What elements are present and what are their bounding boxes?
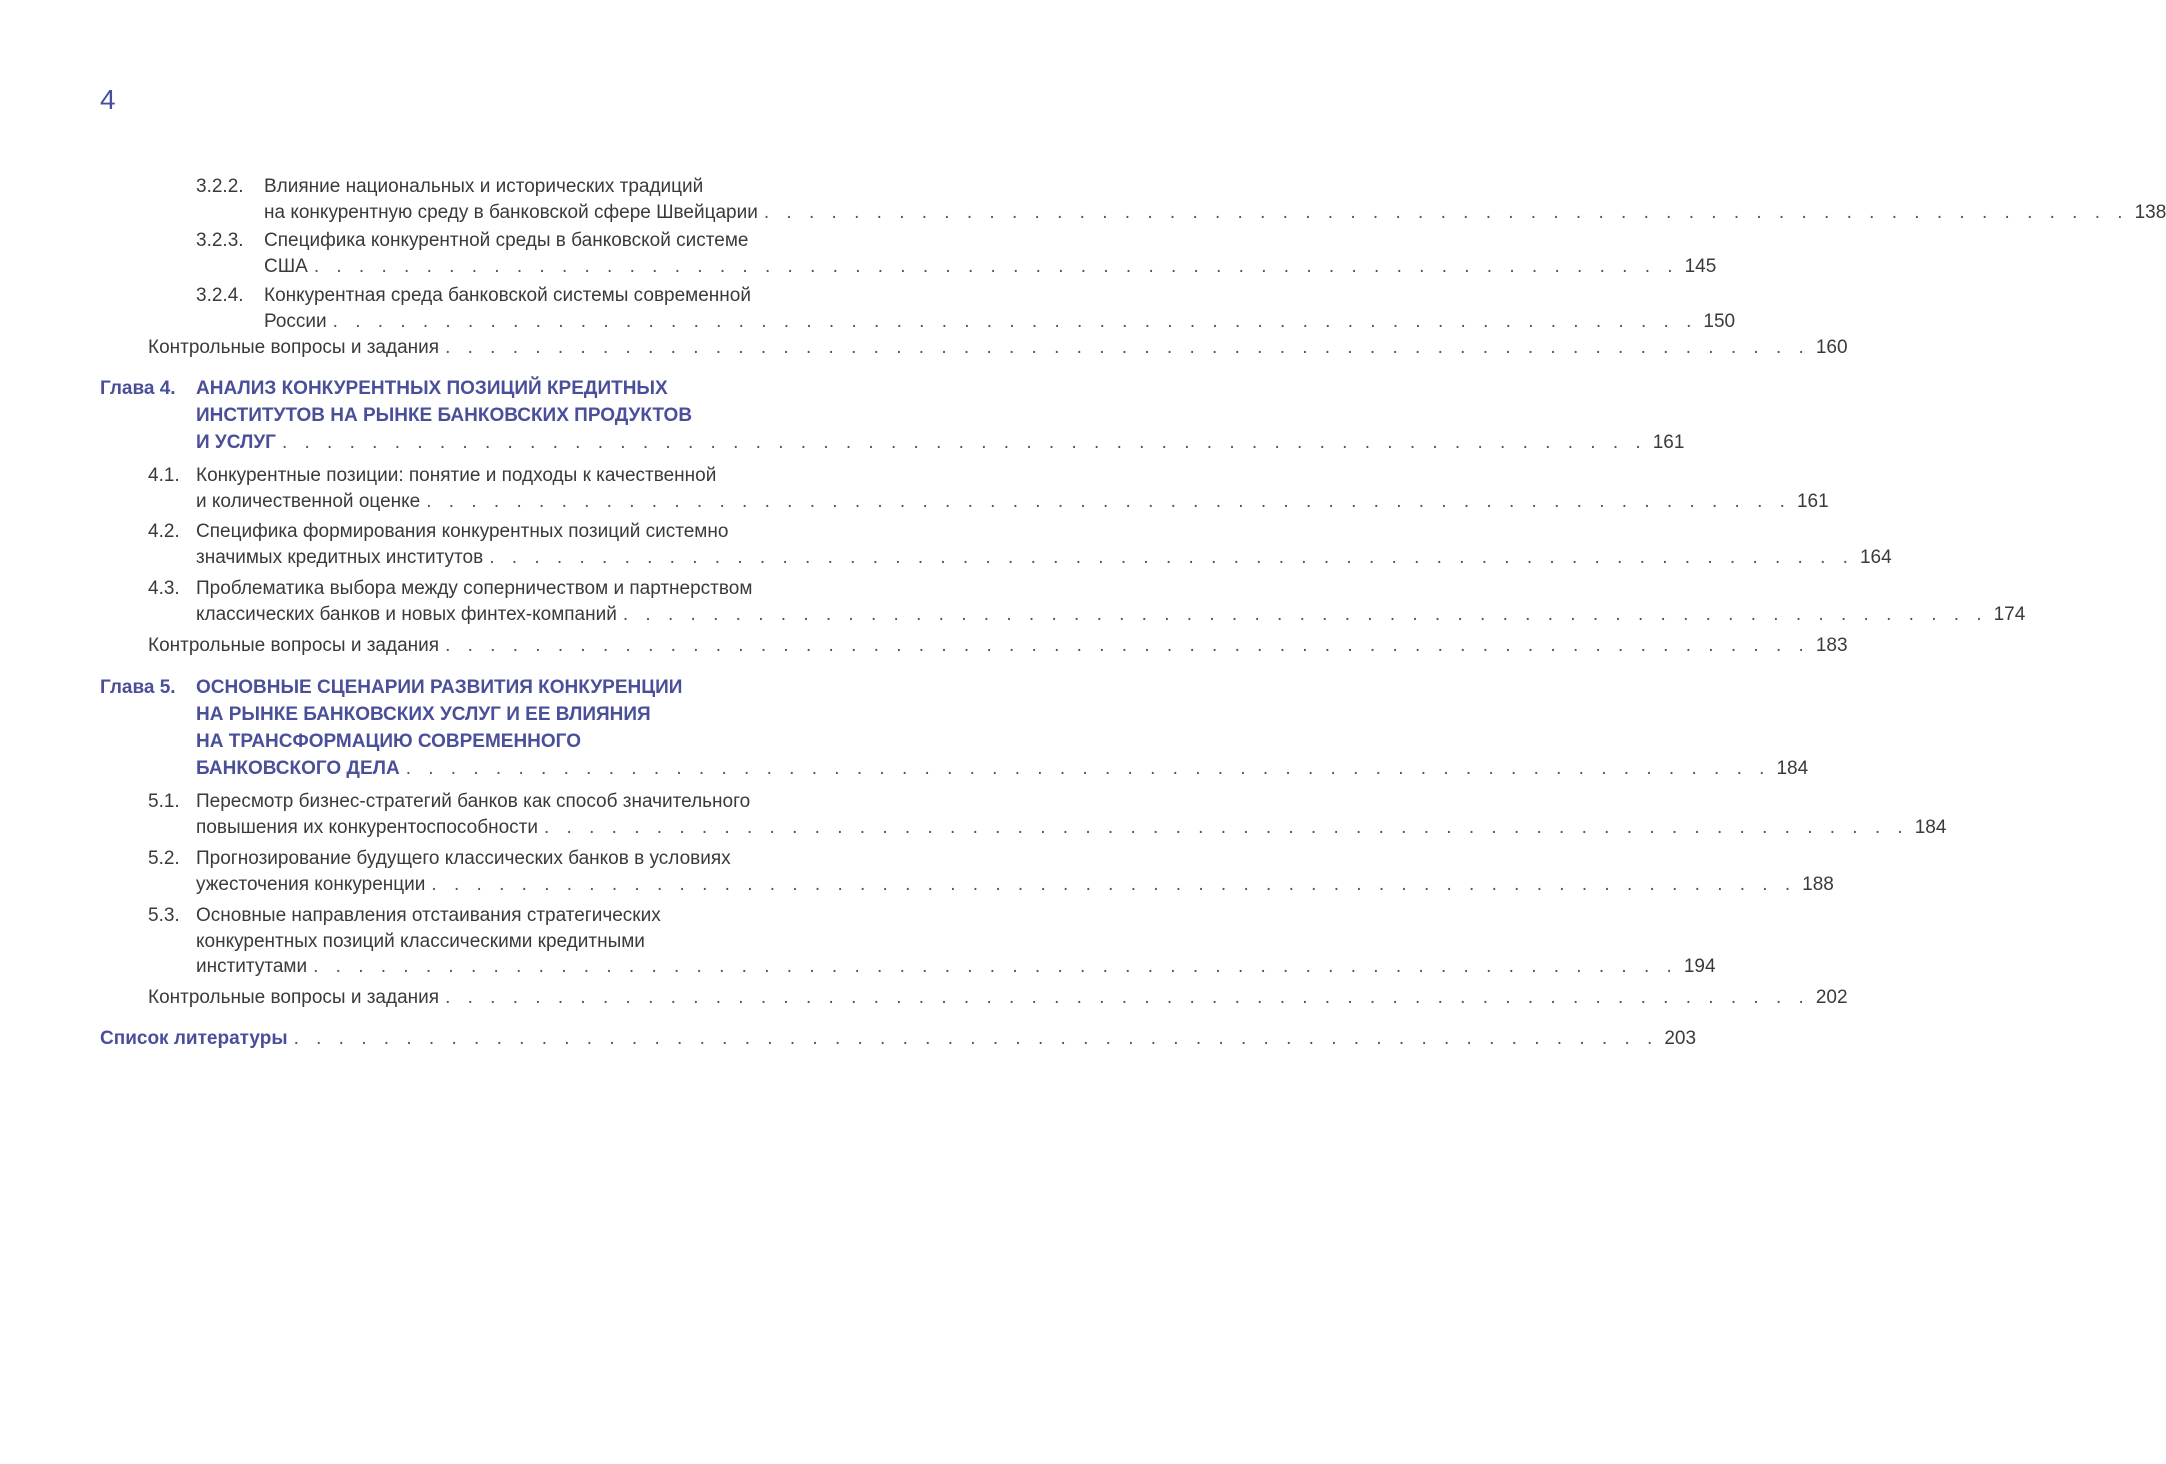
entry-title-line-2: классических банков и новых финтех-компаний [196,604,617,625]
entry-number: 4.2. [148,521,180,542]
chapter-title-line-4: БАНКОВСКОГО ДЕЛА [196,758,400,779]
entry-page-number: 138 [2134,202,2166,223]
entry-title-line-2: и количественной оценке [196,491,421,512]
entry-page-number: 202 [1815,987,1848,1008]
leader-dots: . . . . . . . . . . . . . . . . . . . . . . . . . . . . . . . . . . . . . . . . . . . . . . . . . . . . . . . . . . . . . [313,256,1679,277]
entry-title-line-1: Влияние национальных и исторических традиций [264,176,704,197]
chapter-number: Глава 4. [100,378,176,399]
entry-title-line-1: Пересмотр бизнес-стратегий банков как способ значительного [196,791,751,812]
entry-title: Список литературы [100,1028,288,1049]
entry-title-line-1: Специфика конкурентной среды в банковской системе [264,230,749,251]
entry-title-line-1: Конкурентная среда банковской системы современной [264,285,751,306]
leader-dots: . . . . . . . . . . . . . . . . . . . . . . . . . . . . . . . . . . . . . . . . . . . . . . . . . . . . . . . . . . . . . [622,604,1988,625]
entry-title-line-2: США [264,256,308,277]
entry-title-line-1: Прогнозирование будущего классических банков в условиях [196,848,731,869]
entry-title-line-2: конкурентных позиций классическими кредитными [196,931,645,952]
chapter-title-line-3: НА ТРАНСФОРМАЦИЮ СОВРЕМЕННОГО [196,731,581,752]
entry-page-number: 174 [1993,604,2026,625]
entry-page-number: 194 [1683,956,1716,977]
leader-dots: . . . . . . . . . . . . . . . . . . . . . . . . . . . . . . . . . . . . . . . . . . . . . . . . . . . . . . . . . . . . . [445,337,1810,358]
entry-title-line-1: Конкурентные позиции: понятие и подходы к качественной [196,465,717,486]
entry-page-number: 164 [1859,547,1892,568]
leader-dots: . . . . . . . . . . . . . . . . . . . . . . . . . . . . . . . . . . . . . . . . . . . . . . . . . . . . . . . . . . . . . [293,1028,1659,1049]
leader-dots: . . . . . . . . . . . . . . . . . . . . . . . . . . . . . . . . . . . . . . . . . . . . . . . . . . . . . . . . . . . . . [426,491,1791,512]
entry-number: 3.2.2. [196,176,244,197]
entry-page-number: 188 [1802,874,1834,895]
entry-title-line-2: ужесточения конкуренции [196,874,426,895]
entry-page-number: 203 [1664,1028,1697,1049]
entry-number: 5.1. [148,791,180,812]
entry-number: 3.2.3. [196,230,244,251]
entry-page-number: 150 [1703,311,1736,332]
leader-dots: . . . . . . . . . . . . . . . . . . . . . . . . . . . . . . . . . . . . . . . . . . . . . . . . . . . . . . . . . . . . . [763,202,2129,223]
chapter-title-line-2: ИНСТИТУТОВ НА РЫНКЕ БАНКОВСКИХ ПРОДУКТОВ [196,405,693,426]
entry-title-line-2: на конкурентную среду в банковской сфере Швейцарии [264,202,758,223]
entry-number: 5.2. [148,848,180,869]
entry-title-line-3: институтами [196,956,308,977]
leader-dots: . . . . . . . . . . . . . . . . . . . . . . . . . . . . . . . . . . . . . . . . . . . . . . . . . . . . . . . . . . . . . [543,817,1909,838]
entry-page-number: 161 [1652,432,1685,453]
leader-dots: . . . . . . . . . . . . . . . . . . . . . . . . . . . . . . . . . . . . . . . . . . . . . . . . . . . . . . . . . . . . . [313,956,1678,977]
entry-number: 4.3. [148,578,180,599]
leader-dots: . . . . . . . . . . . . . . . . . . . . . . . . . . . . . . . . . . . . . . . . . . . . . . . . . . . . . . . . . . . . . [445,987,1810,1008]
entry-number: 4.1. [148,465,180,486]
entry-title-line-1: Проблематика выбора между соперничеством и партнерством [196,578,753,599]
entry-title: Контрольные вопросы и задания [148,635,440,656]
chapter-title-line-1: ОСНОВНЫЕ СЦЕНАРИИ РАЗВИТИЯ КОНКУРЕНЦИИ [196,677,683,698]
entry-number: 3.2.4. [196,285,244,306]
entry-title-line-2: России [264,311,327,332]
entry-number: 5.3. [148,905,180,926]
leader-dots: . . . . . . . . . . . . . . . . . . . . . . . . . . . . . . . . . . . . . . . . . . . . . . . . . . . . . . . . . . . . . [405,758,1771,779]
leader-dots: . . . . . . . . . . . . . . . . . . . . . . . . . . . . . . . . . . . . . . . . . . . . . . . . . . . . . . . . . . . . . [489,547,1854,568]
leader-dots: . . . . . . . . . . . . . . . . . . . . . . . . . . . . . . . . . . . . . . . . . . . . . . . . . . . . . . . . . . . . . [431,874,1797,895]
entry-page-number: 145 [1684,256,1717,277]
chapter-title-line-1: АНАЛИЗ КОНКУРЕНТНЫХ ПОЗИЦИЙ КРЕДИТНЫХ [196,378,668,399]
chapter-title-line-2: НА РЫНКЕ БАНКОВСКИХ УСЛУГ И ЕЕ ВЛИЯНИЯ [196,704,651,725]
entry-page-number: 184 [1914,817,1947,838]
leader-dots: . . . . . . . . . . . . . . . . . . . . . . . . . . . . . . . . . . . . . . . . . . . . . . . . . . . . . . . . . . . . . [281,432,1647,453]
chapter-title-line-3: И УСЛУГ [196,432,276,453]
entry-title: Контрольные вопросы и задания [148,337,440,358]
page-number: 4 [100,84,116,115]
entry-title-line-2: повышения их конкурентоспособности [196,817,538,838]
entry-page-number: 183 [1815,635,1848,656]
leader-dots: . . . . . . . . . . . . . . . . . . . . . . . . . . . . . . . . . . . . . . . . . . . . . . . . . . . . . . . . . . . . . [445,635,1810,656]
entry-title-line-2: значимых кредитных институтов [196,547,484,568]
entry-page-number: 184 [1776,758,1809,779]
entry-title-line-1: Специфика формирования конкурентных позиций системно [196,521,729,542]
entry-title: Контрольные вопросы и задания [148,987,440,1008]
entry-title-line-1: Основные направления отстаивания стратегических [196,905,661,926]
leader-dots: . . . . . . . . . . . . . . . . . . . . . . . . . . . . . . . . . . . . . . . . . . . . . . . . . . . . . . . . . . . . . [332,311,1698,332]
entry-page-number: 161 [1796,491,1829,512]
entry-page-number: 160 [1815,337,1848,358]
chapter-number: Глава 5. [100,677,176,698]
